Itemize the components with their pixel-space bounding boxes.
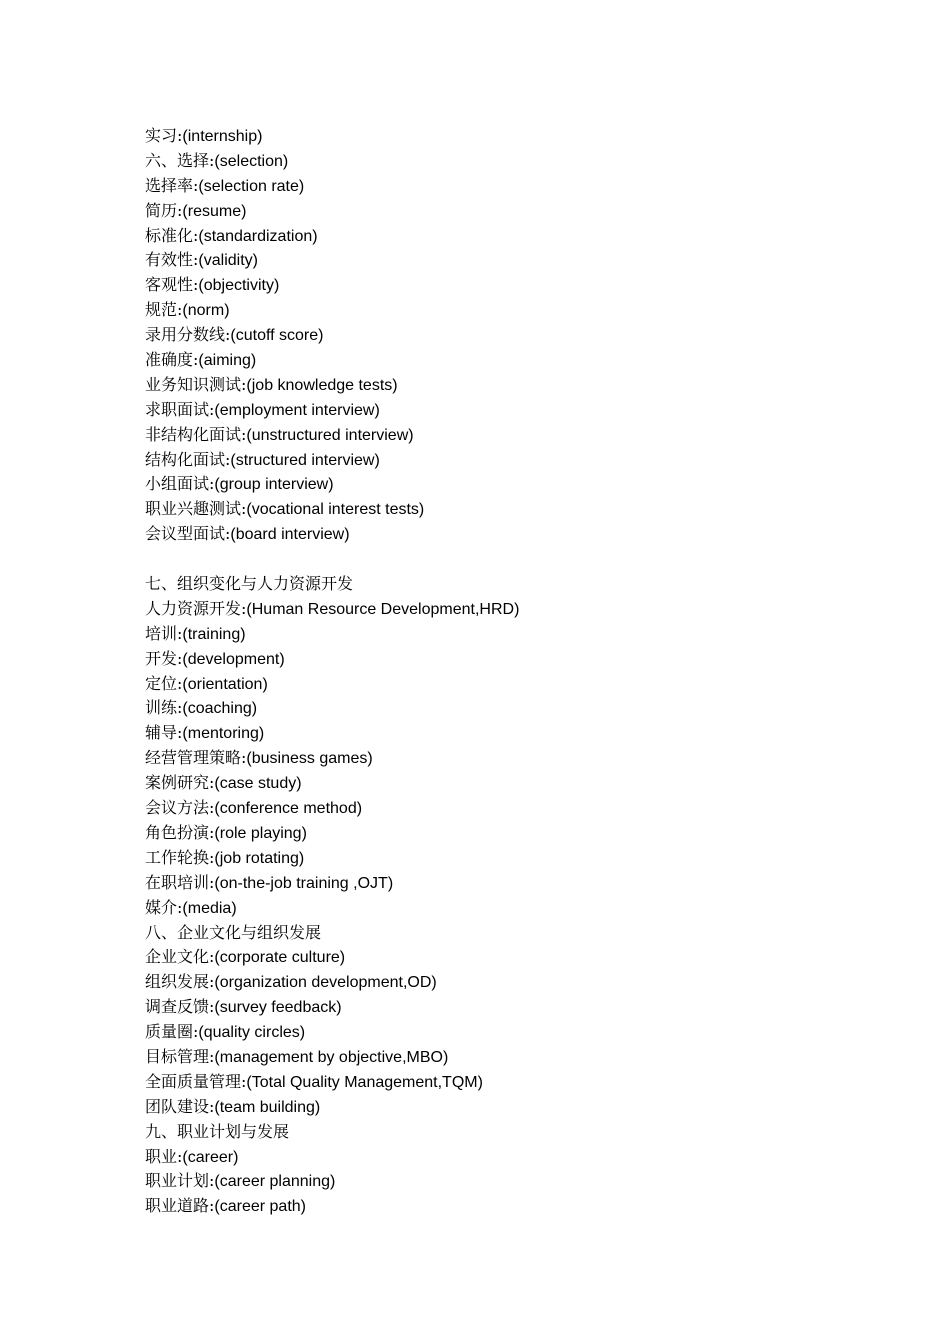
term-english: (case study) [214, 775, 302, 793]
term-english: (organization development,OD) [214, 974, 437, 992]
term-line [145, 522, 905, 547]
term-chinese: 职业: [145, 1146, 183, 1166]
term-chinese: 案例研究: [145, 773, 215, 793]
term-english: (Human Resource Development,HRD) [246, 600, 520, 618]
term-chinese: 准确度: [145, 350, 199, 370]
term-chinese: 训练: [145, 698, 183, 718]
section-heading-text: 七、组织变化与人力资源开发 [145, 574, 354, 594]
term-line [145, 672, 905, 697]
term-chinese: 定位: [145, 673, 183, 693]
term-line [145, 497, 905, 522]
term-line [145, 1045, 905, 1070]
term-english: (cutoff score) [230, 327, 324, 345]
term-english: (group interview) [214, 476, 334, 494]
term-line [145, 995, 905, 1020]
term-chinese: 开发: [145, 648, 183, 668]
term-english: (management by objective,MBO) [214, 1048, 449, 1066]
term-chinese: 小组面试: [145, 474, 215, 494]
term-chinese: 辅导: [145, 723, 183, 743]
term-english: (career) [182, 1148, 239, 1166]
term-chinese: 角色扮演: [145, 822, 215, 842]
term-chinese: 在职培训: [145, 872, 215, 892]
term-line [145, 696, 905, 721]
term-english: (on-the-job training ,OJT) [214, 874, 394, 892]
term-english: (business games) [246, 750, 373, 768]
term-line [145, 423, 905, 448]
term-line [145, 1145, 905, 1170]
term-english: (internship) [182, 128, 263, 145]
term-chinese: 企业文化: [145, 947, 215, 967]
term-line [145, 622, 905, 647]
term-english: (survey feedback) [214, 999, 342, 1017]
term-line [145, 1020, 905, 1045]
term-english: (coaching) [182, 700, 258, 718]
term-english: (norm) [182, 302, 230, 320]
term-english: (role playing) [214, 824, 307, 842]
section-heading [145, 1120, 905, 1145]
term-chinese: 职业道路: [145, 1196, 215, 1216]
term-chinese: 人力资源开发: [145, 598, 247, 618]
term-english: (Total Quality Management,TQM) [246, 1073, 483, 1091]
term-line [145, 248, 905, 273]
term-line [145, 124, 905, 149]
term-line [145, 896, 905, 921]
term-chinese: 选择率: [145, 175, 199, 195]
term-line [145, 1070, 905, 1095]
term-english: (mentoring) [182, 725, 265, 743]
term-english: (conference method) [214, 800, 363, 818]
term-chinese: 实习: [145, 126, 183, 145]
term-english: (selection rate) [198, 177, 305, 195]
term-chinese: 目标管理: [145, 1046, 215, 1066]
glossary-text [145, 124, 905, 1219]
section-heading-text: 九、职业计划与发展 [145, 1121, 290, 1141]
term-chinese: 求职面试: [145, 399, 215, 419]
term-chinese: 录用分数线: [145, 325, 231, 345]
term-english: (structured interview) [230, 451, 380, 469]
term-english: (employment interview) [214, 401, 380, 419]
term-line [145, 1095, 905, 1120]
term-chinese: 质量圈: [145, 1022, 199, 1042]
term-english: (unstructured interview) [246, 426, 414, 444]
term-chinese: 职业计划: [145, 1171, 215, 1191]
term-line [145, 448, 905, 473]
term-english: (corporate culture) [214, 949, 346, 967]
term-english: (orientation) [182, 675, 268, 693]
term-english: (vocational interest tests) [246, 501, 425, 519]
term-english: (job rotating) [214, 849, 305, 867]
term-chinese: 会议型面试: [145, 524, 231, 544]
term-chinese: 组织发展: [145, 972, 215, 992]
term-english: (development) [182, 650, 285, 668]
term-english: (selection) [214, 152, 289, 170]
term-english: (validity) [198, 252, 258, 270]
term-line [145, 224, 905, 249]
term-english: (resume) [182, 202, 247, 220]
term-chinese: 客观性: [145, 275, 199, 295]
term-english: (career path) [214, 1198, 306, 1216]
term-line [145, 398, 905, 423]
term-line [145, 945, 905, 970]
term-line [145, 323, 905, 348]
term-line [145, 373, 905, 398]
term-line [145, 597, 905, 622]
term-line [145, 174, 905, 199]
term-chinese: 规范: [145, 300, 183, 320]
term-line [145, 970, 905, 995]
term-chinese: 标准化: [145, 225, 199, 245]
term-chinese: 调查反馈: [145, 997, 215, 1017]
term-line [145, 298, 905, 323]
term-line [145, 871, 905, 896]
term-line [145, 1169, 905, 1194]
term-english: (standardization) [198, 227, 318, 245]
term-english: (job knowledge tests) [246, 376, 398, 394]
term-chinese: 简历: [145, 200, 183, 220]
term-line [145, 796, 905, 821]
term-english: (board interview) [230, 526, 350, 544]
term-chinese: 有效性: [145, 250, 199, 270]
term-chinese: 全面质量管理: [145, 1071, 247, 1091]
term-chinese: 培训: [145, 623, 183, 643]
term-line [145, 149, 905, 174]
term-line [145, 1194, 905, 1219]
section-heading-text: 八、企业文化与组织发展 [145, 922, 322, 942]
term-line [145, 821, 905, 846]
term-line [145, 846, 905, 871]
term-chinese: 结构化面试: [145, 449, 231, 469]
term-chinese: 媒介: [145, 897, 183, 917]
term-chinese: 团队建设: [145, 1096, 215, 1116]
term-english: (objectivity) [198, 277, 280, 295]
blank-line [145, 547, 905, 572]
term-english: (career planning) [214, 1173, 336, 1191]
term-line [145, 348, 905, 373]
term-english: (team building) [214, 1098, 321, 1116]
term-line [145, 771, 905, 796]
term-chinese: 经营管理策略: [145, 748, 247, 768]
term-line [145, 647, 905, 672]
term-line [145, 472, 905, 497]
term-chinese: 工作轮换: [145, 847, 215, 867]
term-chinese: 非结构化面试: [145, 424, 247, 444]
term-chinese: 六、选择: [145, 150, 215, 170]
term-line [145, 273, 905, 298]
term-line [145, 721, 905, 746]
section-heading [145, 921, 905, 946]
term-english: (media) [182, 899, 237, 917]
term-line [145, 746, 905, 771]
term-chinese: 会议方法: [145, 798, 215, 818]
term-english: (aiming) [198, 352, 257, 370]
term-chinese: 职业兴趣测试: [145, 499, 247, 519]
term-chinese: 业务知识测试: [145, 374, 247, 394]
term-english: (training) [182, 625, 246, 643]
term-english: (quality circles) [198, 1024, 306, 1042]
section-heading [145, 572, 905, 597]
term-line [145, 199, 905, 224]
